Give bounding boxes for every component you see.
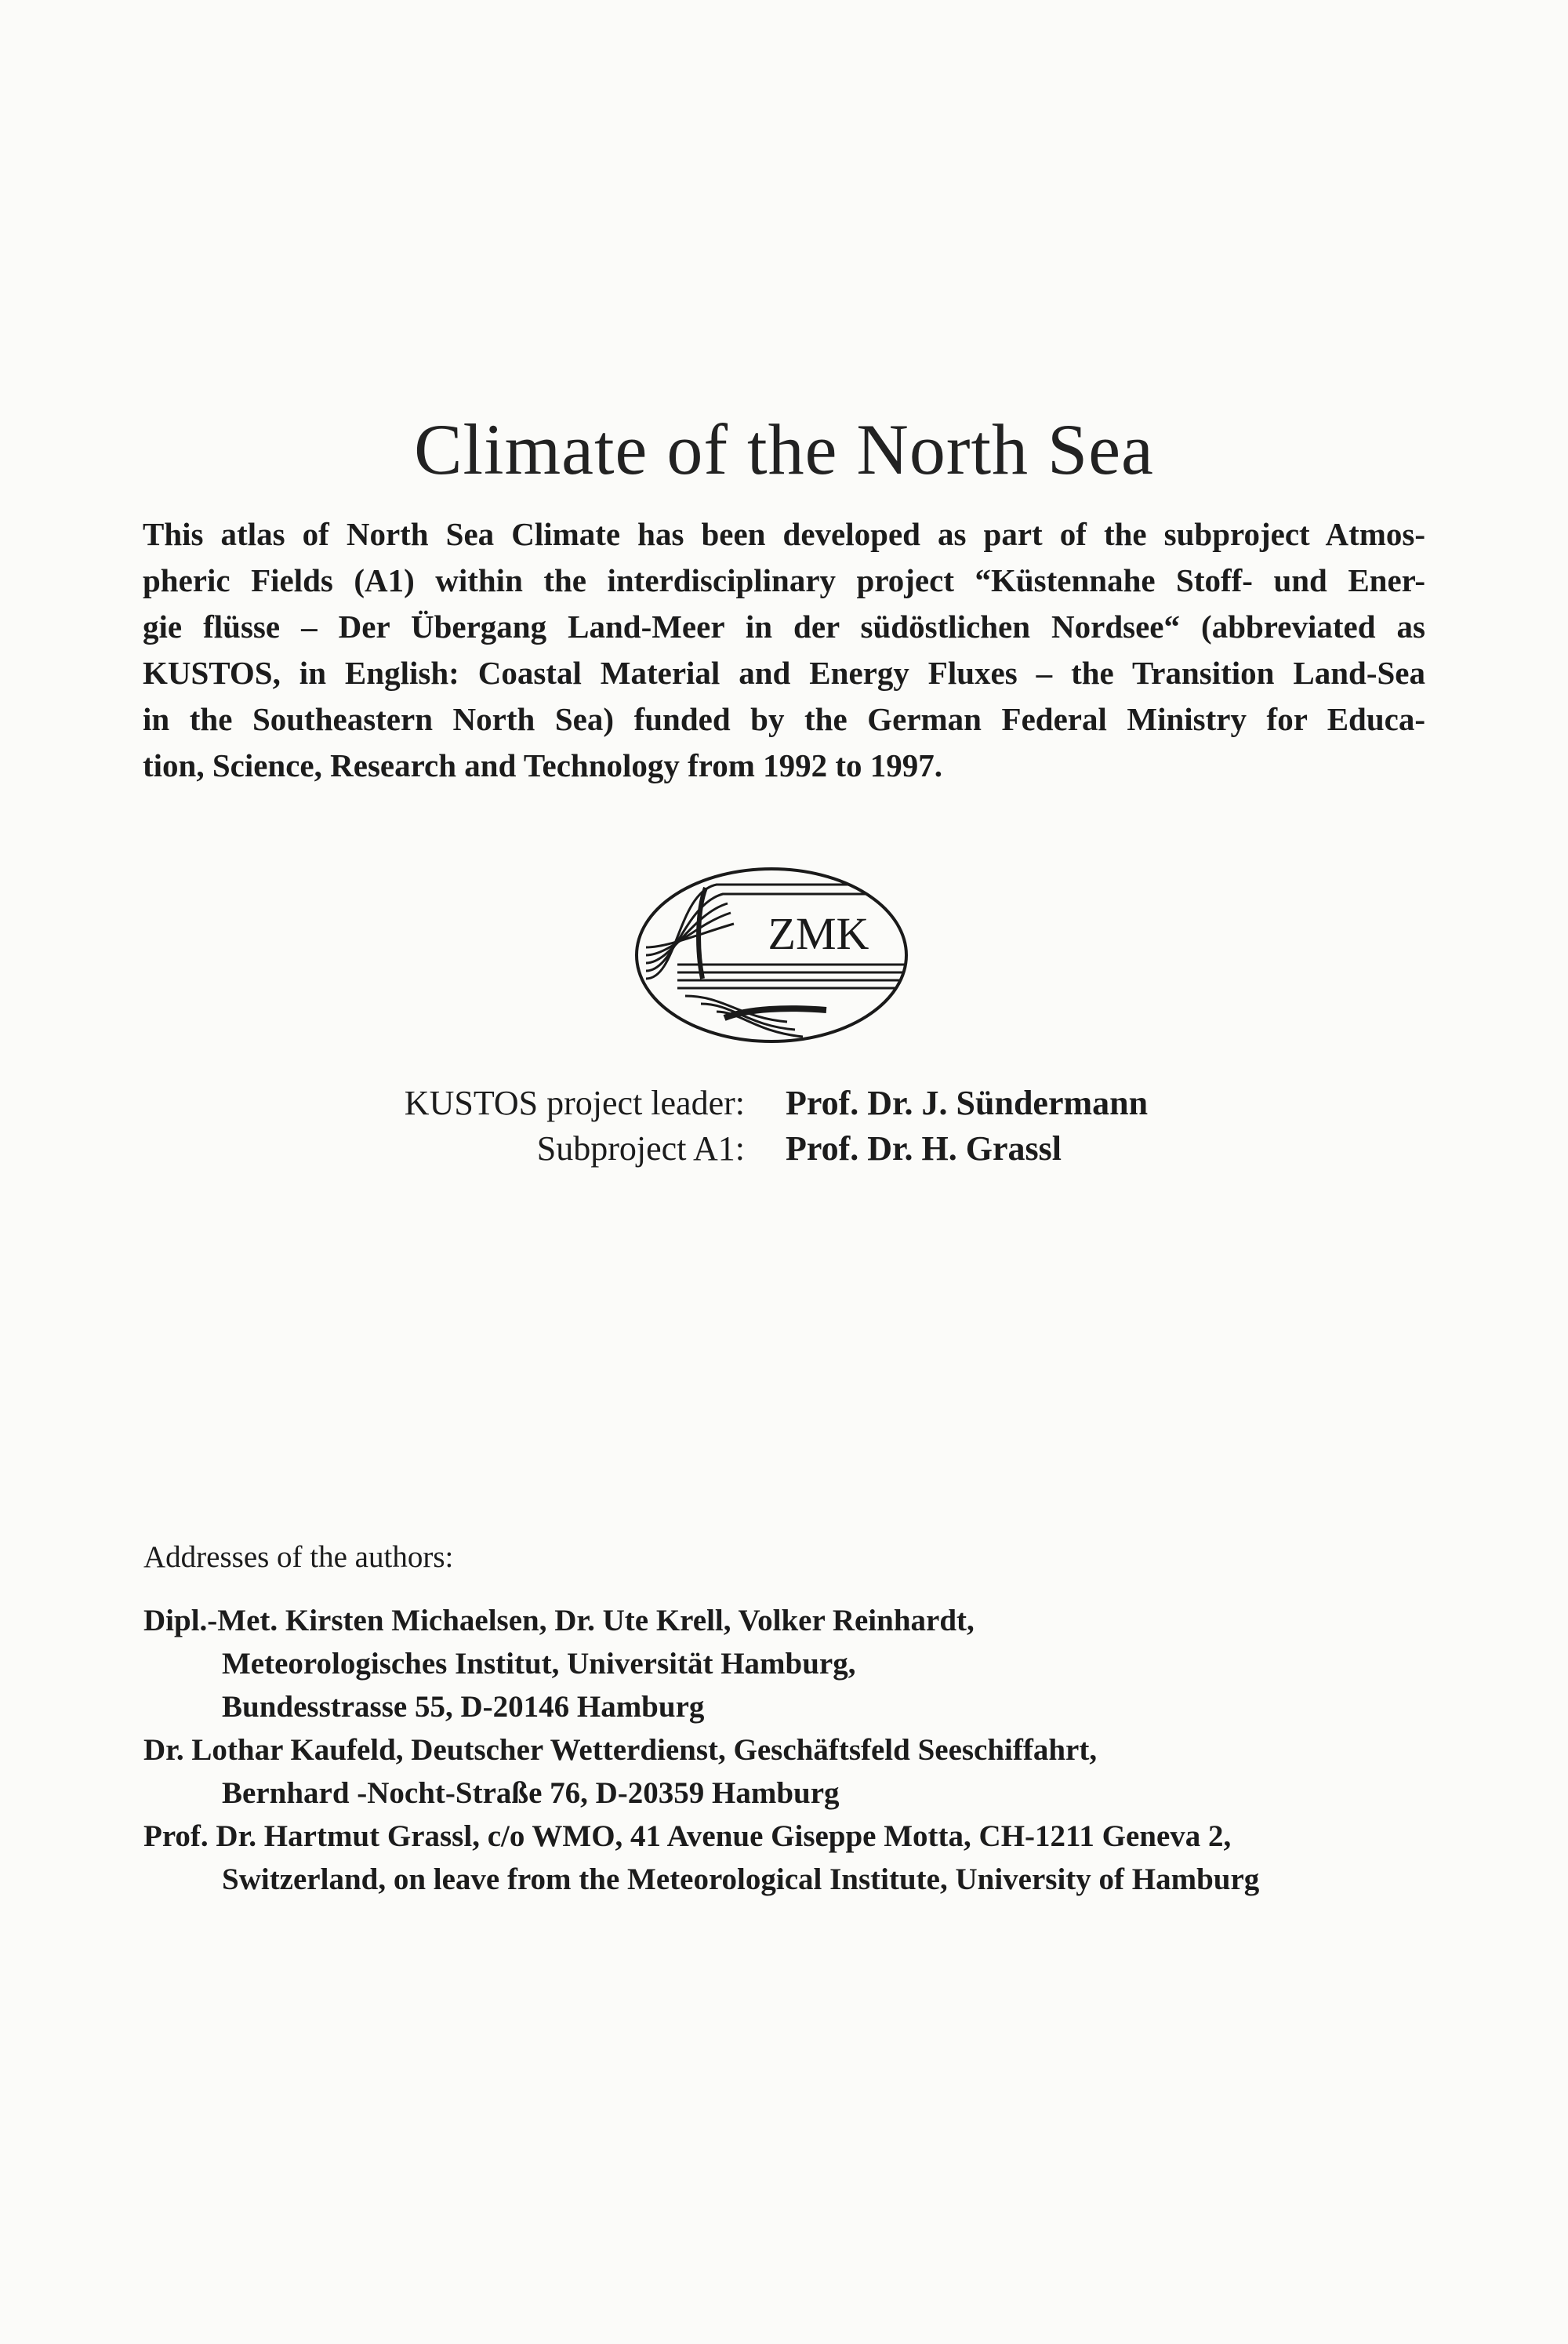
- intro-paragraph: [143, 511, 1425, 789]
- address-line: Bernhard -Nocht-Straße 76, D-20359 Hamburg: [222, 1776, 840, 1810]
- address-line: Prof. Dr. Hartmut Grassl, c/o WMO, 41 Avenue Giseppe Motta, CH-1211 Geneva 2,: [143, 1819, 1232, 1853]
- address-line: Dipl.-Met. Kirsten Michaelsen, Dr. Ute Krell, Volker Reinhardt,: [143, 1604, 975, 1637]
- address-block: [143, 1728, 1476, 1815]
- addresses-heading: Addresses of the authors:: [143, 1540, 454, 1574]
- address-line: Dr. Lothar Kaufeld, Deutscher Wetterdienst, Geschäftsfeld Seeschiffahrt,: [143, 1733, 1098, 1767]
- leader-row: [0, 1126, 1568, 1172]
- leader-role: KUSTOS project leader:: [404, 1084, 745, 1122]
- leader-name: Prof. Dr. H. Grassl: [786, 1129, 1062, 1168]
- address-line: Bundesstrasse 55, D-20146 Hamburg: [222, 1690, 705, 1724]
- intro-line: gie flüsse – Der Übergang Land-Meer in der südöstlichen Nordsee“ (abbreviated as: [143, 609, 1425, 645]
- intro-line: in the Southeastern North Sea) funded by the German Federal Ministry for Educa-: [143, 701, 1425, 737]
- address-block: [143, 1599, 1476, 1728]
- leader-role: Subproject A1:: [536, 1129, 745, 1168]
- intro-line: tion, Science, Research and Technology from 1992 to 1997.: [143, 747, 943, 783]
- intro-line: pheric Fields (A1) within the interdisciplinary project “Küstennahe Stoff- und Ener-: [143, 562, 1425, 598]
- page-title: Climate of the North Sea: [414, 409, 1154, 489]
- address-line: Switzerland, on leave from the Meteorological Institute, University of Hamburg: [222, 1862, 1260, 1896]
- intro-line: KUSTOS, in English: Coastal Material and Energy Fluxes – the Transition Land-Sea: [143, 655, 1425, 691]
- address-line: Meteorologisches Institut, Universität Hamburg,: [222, 1647, 856, 1681]
- leader-name: Prof. Dr. J. Sündermann: [786, 1084, 1149, 1122]
- logo-text: ZMK: [768, 908, 869, 959]
- author-addresses: [143, 1535, 1476, 1901]
- address-block: [143, 1815, 1476, 1901]
- leader-row: [0, 1081, 1568, 1126]
- zmk-logo: [630, 861, 913, 1049]
- intro-line: This atlas of North Sea Climate has been developed as part of the subproject Atmos-: [143, 516, 1425, 552]
